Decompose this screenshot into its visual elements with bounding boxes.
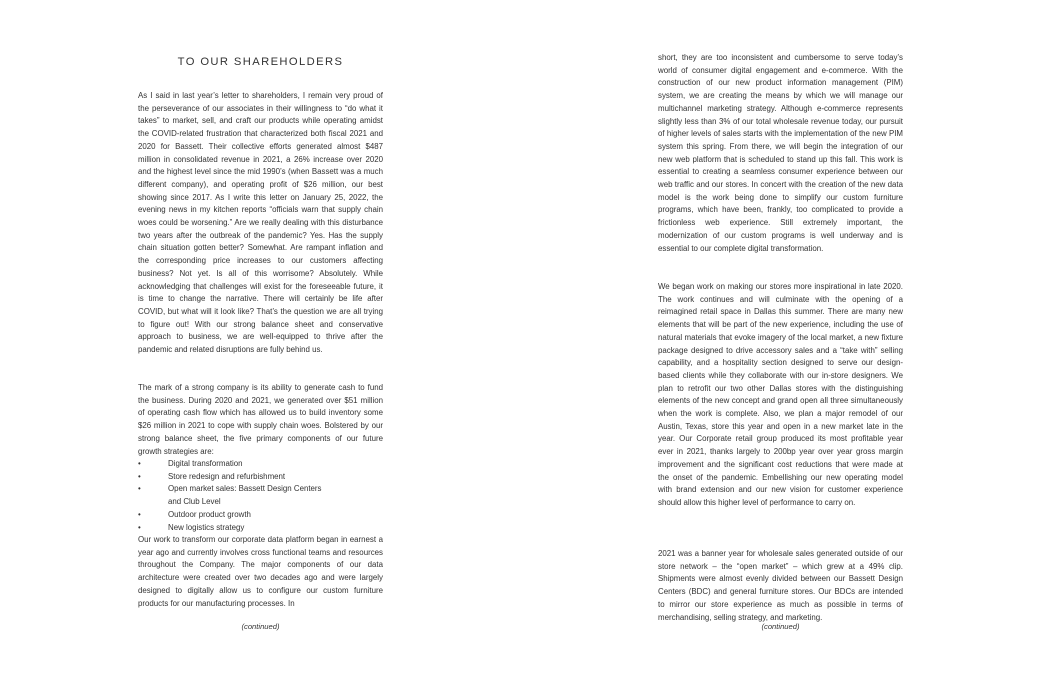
bullet-icon: • [138, 459, 141, 468]
list-item-label: Outdoor product growth [168, 509, 251, 519]
list-item [138, 458, 383, 471]
right-continued-note: (continued) [761, 622, 800, 631]
list-item [138, 509, 383, 522]
left-paragraph-1: As I said in last year’s letter to shareholders, I remain very proud of the perseverance of our associates in their willingness to “do what it takes” to market, sell, and craft our products while operating amidst the COVID-related frustration that characterized both fiscal 2021 and 2020 for Bassett. Their collective efforts generated almost $487 million in consolidated revenue in 2021, a 26% increase over 2020 and the highest level since the mid 1990’s (when Bassett was a much different company), and operating profit of $26 million, our best showing since 2017. As I write this letter on January 25, 2022, the evening news in my kitchen reports “officials warn that supply chain woes could be worsening.” Are we really dealing with this disturbance two years after the outbreak of the pandemic? Yes. Has the supply chain situation gotten better? Somewhat. Are rampant inflation and the corresponding price increases to our customers affecting business? Not yet. Is all of this worrisome? Absolutely. While acknowledging that challenges will exist for the foreseeable future, it is time to change the narrative. There will certainly be life after COVID, but what will it look like? That’s the question we are all trying to figure out! With our strong balance sheet and conservative approach to business, we are well-equipped to thrive after the pandemic and related disruptions are fully behind us. [138, 91, 383, 355]
list-item [138, 471, 383, 484]
list-item-label: New logistics strategy [168, 522, 245, 532]
left-continued-note: (continued) [241, 622, 280, 631]
left-page-title: TO OUR SHAREHOLDERS [177, 56, 344, 68]
left-paragraph-2: The mark of a strong company is its ability to generate cash to fund the business. During 2020 and 2021, we generated over $51 million of operating cash flow which has allowed us to build inventory some $26 million in 2021 to cope with supply chain woes. Bolstered by our strong balance sheet, the five primary components of our future growth strategies are: [138, 383, 383, 456]
list-item [138, 483, 383, 508]
list-item-label: Digital transformation [168, 459, 243, 468]
list-item-label-continued: and Club Level [168, 497, 221, 507]
bullet-icon: • [138, 522, 141, 532]
right-paragraph-3: 2021 was a banner year for wholesale sales generated outside of our store network – the “open market” – which grew at a 49% clip. Shipments were almost evenly divided between our Bassett Design Centers (BDC) and general furniture stores. Our BDCs are intended to mirror our store experience as much as possible in terms of merchandising, selling strategy, and marketing. [658, 549, 903, 622]
list-item-label: Open market sales: Bassett Design Centers [168, 484, 322, 494]
growth-strategies-list [138, 458, 383, 534]
left-paragraph-3: Our work to transform our corporate data platform began in earnest a year ago and currently involves cross functional teams and resources throughout the Company. The major components of our data architecture were created over two decades ago and were largely designed to digitally allow us to configure our custom furniture products for our manufacturing processes. In [138, 535, 383, 608]
list-item-label: Store redesign and refurbishment [168, 471, 286, 481]
right-paragraph-2: We began work on making our stores more inspirational in late 2020. The work continues and will culminate with the opening of a reimagined retail space in Dallas this summer. There are many new elements that will be part of the new experience, including the use of natural materials that evoke imagery of the local market, a new fixture package designed to drive accessory sales and a “take with” selling capability, and a hospitality section designed to serve our design-based clients while they collaborate with our in-store designers. We plan to retrofit our two other Dallas stores with the distinguishing elements of the new concept and grand open all three simultaneously when the work is complete. Also, we plan a major remodel of our Austin, Texas, store this year and open in a new market late in the year. Our Corporate retail group produced its most profitable year ever in 2021, thanks largely to 200bp year over year gross margin improvement and the significant cost reductions that were made at the onset of the pandemic. Embellishing our new operating model with brand extension and our new vision for customer experience should allow this higher level of performance to carry on. [658, 282, 903, 507]
right-paragraph-1: short, they are too inconsistent and cumbersome to serve today’s world of consumer digital engagement and e-commerce. With the construction of our new product information management (PIM) system, we are creating the means by which we will manage our multichannel marketing strategy. Although e-commerce represents slightly less than 3% of our total wholesale revenue today, our pursuit of higher levels of sales starts with the implementation of the new PIM system this spring. From there, we will begin the integration of our new web platform that is scheduled to stand up this fall. This work is essential to creating a seamless consumer experience between our web traffic and our stores. In concert with the creation of the new data model is the work being done to simplify our custom furniture programs, which have been, frankly, too complicated to provide a frictionless web experience. Still extremely important, the modernization of our custom programs is well underway and is essential to our complete digital transformation. [658, 53, 903, 253]
bullet-icon: • [138, 509, 141, 519]
list-item [138, 522, 383, 535]
bullet-icon: • [138, 471, 141, 481]
bullet-icon: • [138, 484, 141, 494]
